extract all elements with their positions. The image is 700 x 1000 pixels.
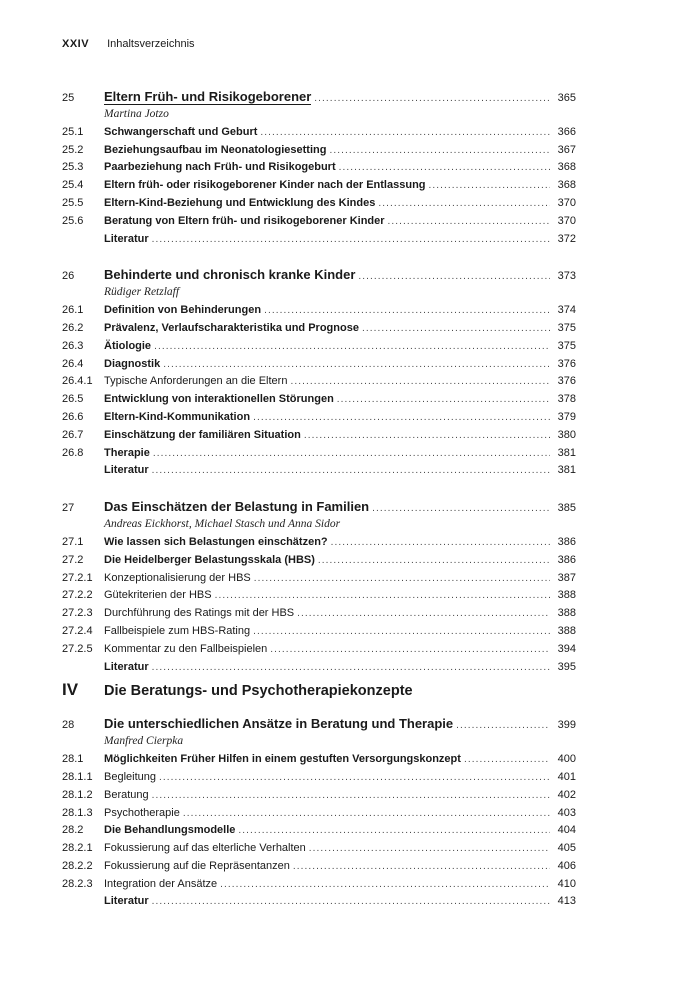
entry-title[interactable]: Therapie xyxy=(104,446,150,459)
page-number: 372 xyxy=(557,232,576,245)
dot-leader xyxy=(260,127,550,138)
dot-leader xyxy=(304,430,550,441)
dot-leader xyxy=(152,234,550,245)
dot-leader xyxy=(163,359,550,370)
page-number: 380 xyxy=(557,428,576,441)
entry-number: 25.5 xyxy=(62,196,84,209)
toc-entry[interactable] xyxy=(62,771,576,789)
toc-entry[interactable] xyxy=(62,375,576,393)
chapter-author: Manfred Cierpka xyxy=(104,735,184,748)
chapter-entry[interactable] xyxy=(62,499,576,518)
entry-title[interactable]: Beziehungsaufbau im Neonatologiesetting xyxy=(104,143,327,156)
entry-title[interactable]: Beratung xyxy=(104,788,149,801)
dot-leader xyxy=(238,825,550,836)
entry-number: 26.5 xyxy=(62,393,84,406)
toc-entry[interactable] xyxy=(62,789,576,807)
toc-entry[interactable] xyxy=(62,536,576,554)
page-number: 374 xyxy=(557,304,576,317)
toc-entry[interactable] xyxy=(62,895,576,913)
entry-number: 27.2.1 xyxy=(62,571,93,584)
page-number: 406 xyxy=(557,859,576,872)
toc-entry[interactable] xyxy=(62,447,576,465)
entry-number: 27 xyxy=(62,502,75,515)
entry-title[interactable]: Die Heidelberger Belastungsskala (HBS) xyxy=(104,553,315,566)
page-number: 365 xyxy=(557,92,576,104)
entry-number: 26.8 xyxy=(62,446,84,459)
entry-number: 26.1 xyxy=(62,304,84,317)
dot-leader xyxy=(362,323,550,334)
entry-title[interactable]: Eltern-Kind-Beziehung und Entwicklung des Kindes xyxy=(104,196,376,209)
page-number: 400 xyxy=(557,753,576,766)
dot-leader xyxy=(253,412,550,423)
entry-number: 26.7 xyxy=(62,428,84,441)
page-number: 379 xyxy=(557,410,576,423)
page-number: 386 xyxy=(557,553,576,566)
page-number: 410 xyxy=(557,877,576,890)
page-number: 367 xyxy=(557,143,576,156)
entry-number: 27.2.4 xyxy=(62,624,93,637)
dot-leader xyxy=(153,448,550,459)
entry-title[interactable]: Definition von Behinderungen xyxy=(104,304,262,317)
dot-leader xyxy=(152,662,550,673)
entry-number: 28.1.1 xyxy=(62,770,93,783)
toc-entry[interactable] xyxy=(62,878,576,896)
entry-title[interactable]: Kommentar zu den Fallbeispielen xyxy=(104,642,268,655)
toc-entry[interactable] xyxy=(62,753,576,771)
entry-title[interactable]: Beratung von Eltern früh- und risikogeborener Kinder xyxy=(104,214,385,227)
dot-leader xyxy=(314,93,550,104)
toc-entry[interactable] xyxy=(62,215,576,233)
page-number: 401 xyxy=(557,770,576,783)
toc-entry[interactable] xyxy=(62,161,576,179)
toc-entry[interactable] xyxy=(62,589,576,607)
dot-leader xyxy=(159,772,550,783)
dot-leader xyxy=(152,790,550,801)
dot-leader xyxy=(215,590,550,601)
page-number: 399 xyxy=(557,719,576,732)
section-gap xyxy=(62,482,576,499)
chapter-entry[interactable] xyxy=(62,267,576,286)
dot-leader xyxy=(270,644,550,655)
toc-entry[interactable] xyxy=(62,625,576,643)
dot-leader xyxy=(264,305,550,316)
toc-entry[interactable] xyxy=(62,661,576,679)
entry-number: 26.3 xyxy=(62,339,84,352)
dot-leader xyxy=(337,394,550,405)
dot-leader xyxy=(152,465,550,476)
page-number: 388 xyxy=(557,607,576,620)
entry-title[interactable]: Schwangerschaft und Geburt xyxy=(104,125,258,138)
entry-number: 26.4.1 xyxy=(62,375,93,388)
toc-entry[interactable] xyxy=(62,144,576,162)
entry-title[interactable]: Eltern-Kind-Kommunikation xyxy=(104,410,251,423)
entry-title[interactable]: Gütekriterien der HBS xyxy=(104,589,212,602)
toc-entry[interactable] xyxy=(62,358,576,376)
toc-entry[interactable] xyxy=(62,126,576,144)
entry-number: 25.6 xyxy=(62,214,84,227)
page-number: 405 xyxy=(557,842,576,855)
dot-leader xyxy=(358,271,550,282)
entry-title[interactable]: Literatur xyxy=(104,232,149,245)
page-number: 385 xyxy=(557,502,576,515)
entry-number: 28.1.2 xyxy=(62,788,93,801)
entry-title[interactable]: Diagnostik xyxy=(104,357,161,370)
entry-title[interactable]: Fokussierung auf die Repräsentanzen xyxy=(104,859,290,872)
toc-entry[interactable] xyxy=(62,411,576,429)
entry-number: 28.2.3 xyxy=(62,877,93,890)
entry-number: 27.2.2 xyxy=(62,589,93,602)
dot-leader xyxy=(372,503,550,514)
dot-leader xyxy=(378,198,550,209)
entry-title[interactable]: Literatur xyxy=(104,660,149,673)
page-number: 404 xyxy=(557,824,576,837)
toc-entry[interactable] xyxy=(62,179,576,197)
entry-number: 26.2 xyxy=(62,321,84,334)
toc-entry[interactable] xyxy=(62,824,576,842)
running-head xyxy=(62,38,195,50)
dot-leader xyxy=(220,879,550,890)
dot-leader xyxy=(253,626,550,637)
entry-title[interactable]: Behinderte und chronisch kranke Kinder xyxy=(104,267,356,283)
entry-title[interactable]: Einschätzung der familiären Situation xyxy=(104,428,301,441)
dot-leader xyxy=(293,861,550,872)
entry-number: 25.4 xyxy=(62,179,84,192)
dot-leader xyxy=(309,843,550,854)
page-number: 387 xyxy=(557,571,576,584)
toc-entry[interactable] xyxy=(62,464,576,482)
page-number: 403 xyxy=(557,806,576,819)
entry-title[interactable]: Wie lassen sich Belastungen einschätzen? xyxy=(104,535,328,548)
dot-leader xyxy=(331,537,550,548)
dot-leader xyxy=(154,341,550,352)
entry-title[interactable]: Literatur xyxy=(104,464,149,477)
entry-title[interactable]: Literatur xyxy=(104,895,149,908)
page-number: 381 xyxy=(557,446,576,459)
chapter-author: Martina Jotzo xyxy=(104,108,169,120)
toc-entry[interactable] xyxy=(62,860,576,878)
page-number: 375 xyxy=(557,339,576,352)
toc-entry[interactable] xyxy=(62,554,576,572)
entry-title[interactable]: Entwicklung von interaktionellen Störungen xyxy=(104,393,334,406)
page-number: 373 xyxy=(557,270,576,283)
dot-leader xyxy=(456,720,550,731)
page-number: 394 xyxy=(557,642,576,655)
entry-title[interactable]: Eltern früh- oder risikogeborener Kinder nach der Entlassung xyxy=(104,179,426,192)
entry-title[interactable]: Begleitung xyxy=(104,770,156,783)
entry-number: 26 xyxy=(62,270,75,283)
entry-number: 27.2 xyxy=(62,553,84,566)
entry-title[interactable]: Typische Anforderungen an die Eltern xyxy=(104,375,288,388)
page-folio: XXIV xyxy=(62,38,90,50)
toc-entry[interactable] xyxy=(62,607,576,625)
dot-leader xyxy=(329,145,550,156)
page-number: 378 xyxy=(557,393,576,406)
part-number: IV xyxy=(62,680,79,700)
page-number: 388 xyxy=(557,624,576,637)
entry-number: 25.1 xyxy=(62,125,84,138)
page-number: 376 xyxy=(557,375,576,388)
chapter-author: Rüdiger Retzlaff xyxy=(104,286,180,299)
entry-title[interactable]: Das Einschätzen der Belastung in Familien xyxy=(104,499,370,515)
dot-leader xyxy=(429,180,550,191)
entry-number: 25.3 xyxy=(62,161,84,174)
entry-title[interactable]: Fallbeispiele zum HBS-Rating xyxy=(104,624,251,637)
page-number: 368 xyxy=(557,179,576,192)
dot-leader xyxy=(290,376,550,387)
dot-leader xyxy=(318,555,550,566)
page-number: 386 xyxy=(557,535,576,548)
entry-number: 25 xyxy=(62,92,75,104)
entry-number: 28.2 xyxy=(62,824,84,837)
running-head-title: Inhaltsverzeichnis xyxy=(107,38,195,50)
entry-number: 28.2.2 xyxy=(62,859,93,872)
entry-title[interactable]: Die unterschiedlichen Ansätze in Beratung und Therapie xyxy=(104,716,454,732)
part-heading xyxy=(62,680,576,708)
toc-entry[interactable] xyxy=(62,393,576,411)
page-number: 388 xyxy=(557,589,576,602)
entry-title[interactable]: Konzeptionalisierung der HBS xyxy=(104,571,251,584)
dot-leader xyxy=(388,216,550,227)
entry-number: 27.2.3 xyxy=(62,607,93,620)
page-number: 368 xyxy=(557,161,576,174)
entry-number: 27.1 xyxy=(62,535,84,548)
toc-entry[interactable] xyxy=(62,429,576,447)
entry-number: 27.2.5 xyxy=(62,642,93,655)
entry-title[interactable]: Ätiologie xyxy=(104,339,152,352)
section-gap xyxy=(62,250,576,267)
dot-leader xyxy=(254,573,550,584)
dot-leader xyxy=(152,896,550,907)
entry-title[interactable]: Paarbeziehung nach Früh- und Risikogeburt xyxy=(104,161,336,174)
entry-number: 28.1.3 xyxy=(62,806,93,819)
entry-number: 26.6 xyxy=(62,410,84,423)
toc-entry[interactable] xyxy=(62,304,576,322)
page-number: 381 xyxy=(557,464,576,477)
chapter-author: Andreas Eickhorst, Michael Stasch und Anna Sidor xyxy=(104,518,341,531)
page-number: 370 xyxy=(557,214,576,227)
entry-number: 28.1 xyxy=(62,753,84,766)
toc-entry[interactable] xyxy=(62,643,576,661)
page-number: 402 xyxy=(557,788,576,801)
entry-title[interactable]: Durchführung des Ratings mit der HBS xyxy=(104,607,295,620)
toc-entry[interactable] xyxy=(62,340,576,358)
entry-number: 26.4 xyxy=(62,357,84,370)
page-number: 376 xyxy=(557,357,576,370)
page-number: 366 xyxy=(557,125,576,138)
entry-title[interactable]: Eltern Früh- und Risikogeborener xyxy=(104,89,312,104)
entry-number: 25.2 xyxy=(62,143,84,156)
toc-entry[interactable] xyxy=(62,197,576,215)
chapter-entry[interactable] xyxy=(62,89,576,108)
chapter-entry[interactable] xyxy=(62,716,576,735)
toc-entry[interactable] xyxy=(62,233,576,251)
table-of-contents xyxy=(62,89,576,913)
dot-leader xyxy=(297,608,550,619)
page-number: 370 xyxy=(557,196,576,209)
entry-title[interactable]: Prävalenz, Verlaufscharakteristika und Prognose xyxy=(104,321,359,334)
dot-leader xyxy=(339,162,550,173)
entry-title[interactable]: Integration der Ansätze xyxy=(104,877,218,890)
page-number: 395 xyxy=(557,660,576,673)
dot-leader xyxy=(464,754,550,765)
entry-number: 28 xyxy=(62,719,75,732)
entry-number: 28.2.1 xyxy=(62,842,93,855)
entry-title[interactable]: Die Behandlungsmodelle xyxy=(104,824,236,837)
toc-entry[interactable] xyxy=(62,807,576,825)
part-title: Die Beratungs- und Psychotherapiekonzepte xyxy=(104,683,413,700)
entry-title[interactable]: Psychotherapie xyxy=(104,806,180,819)
entry-title[interactable]: Möglichkeiten Früher Hilfen in einem gestuften Versorgungskonzept xyxy=(104,753,461,766)
page-number: 375 xyxy=(557,321,576,334)
toc-entry[interactable] xyxy=(62,842,576,860)
entry-title[interactable]: Fokussierung auf das elterliche Verhalten xyxy=(104,842,306,855)
toc-entry[interactable] xyxy=(62,322,576,340)
page-number: 413 xyxy=(557,895,576,908)
toc-entry[interactable] xyxy=(62,572,576,590)
dot-leader xyxy=(183,808,550,819)
